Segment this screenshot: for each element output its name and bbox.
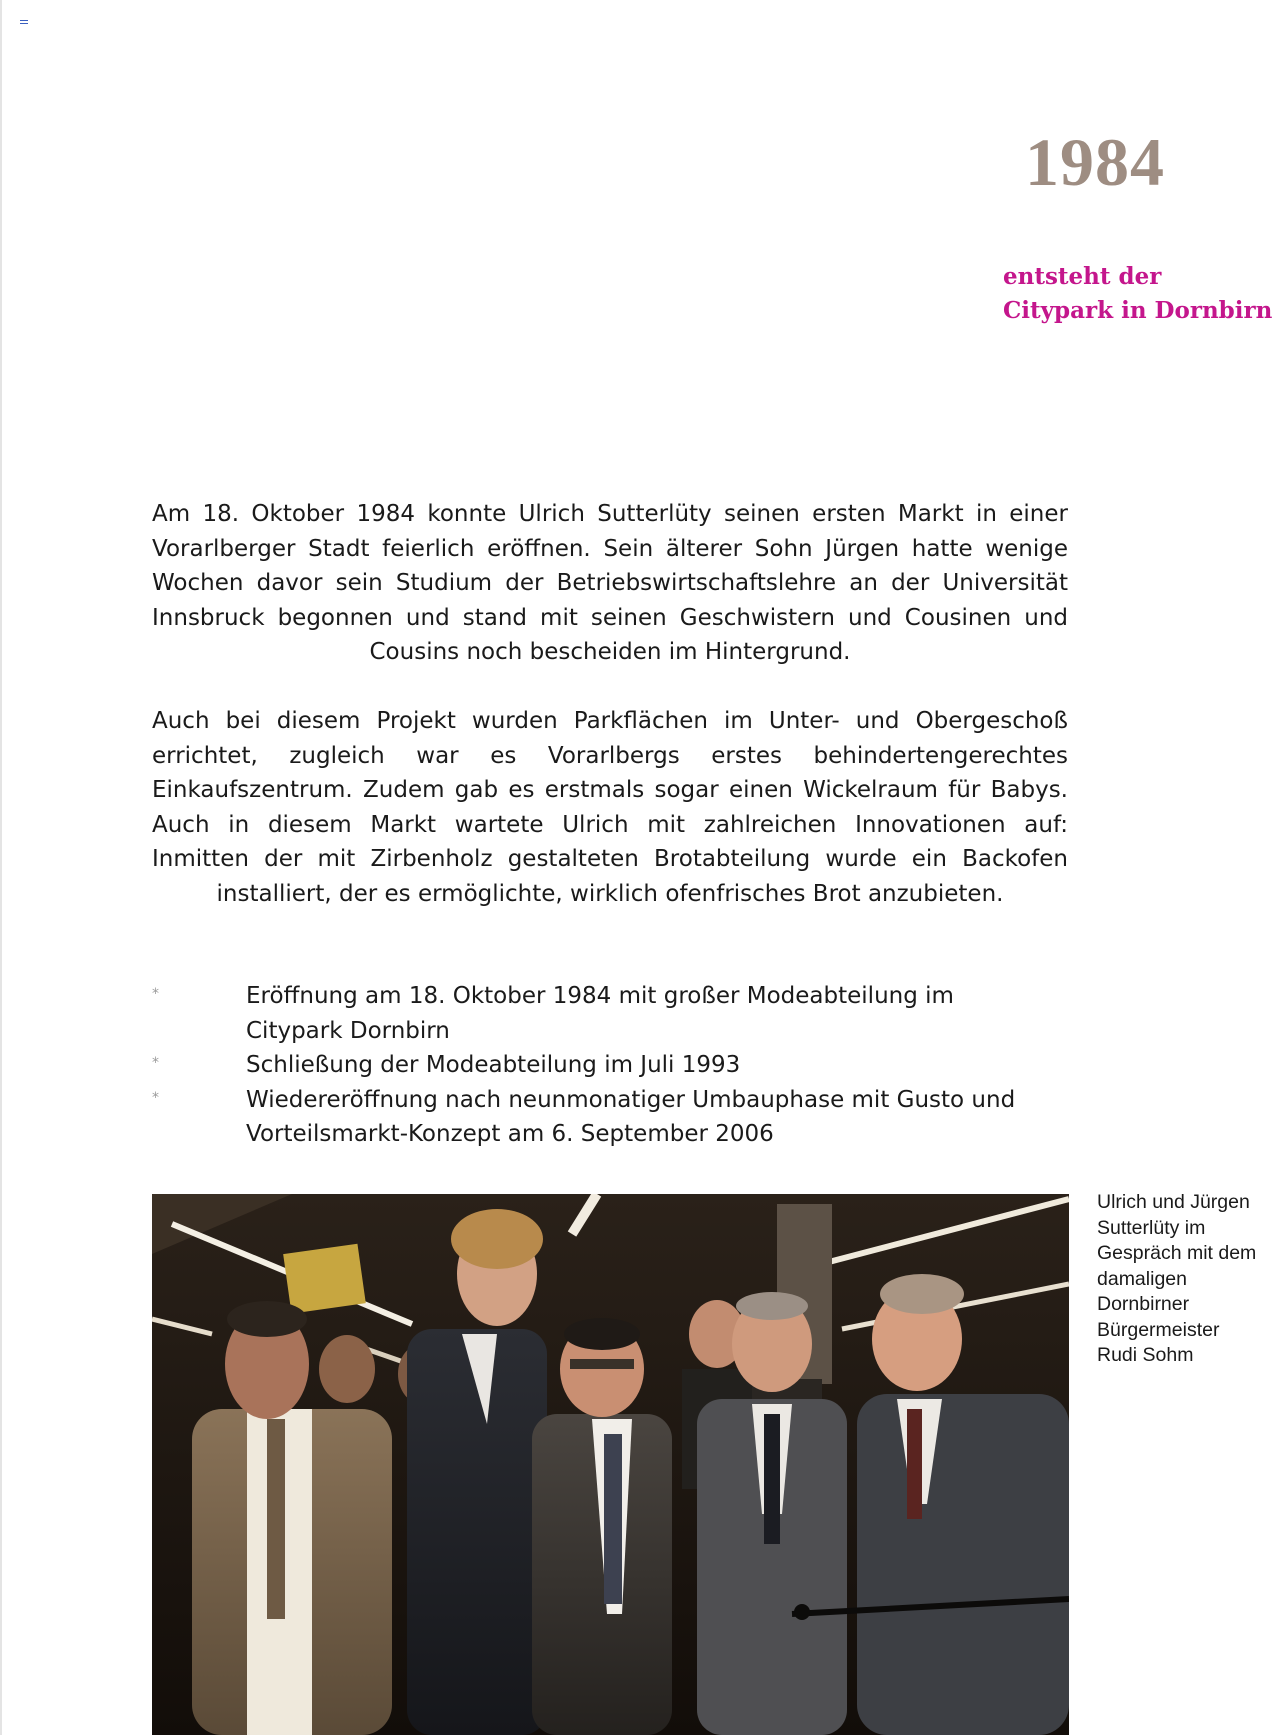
asterisk-icon: * bbox=[152, 1055, 159, 1071]
subtitle-line-1: entsteht der bbox=[1003, 263, 1162, 290]
asterisk-icon: * bbox=[152, 986, 159, 1002]
list-item bbox=[152, 979, 1052, 1048]
page-edge bbox=[0, 0, 2, 1735]
asterisk-icon: * bbox=[152, 1089, 159, 1106]
subtitle-line-2: Citypark in Dornbirn bbox=[1003, 297, 1273, 324]
event-photo bbox=[152, 1194, 1069, 1735]
paragraph-features: Auch bei diesem Projekt wurden Parkflächen im Unter- und Obergeschoß errichtet, zugleich war es Vorarlbergs erstes behindertengerechtes Einkaufszentrum. Zudem gab es erstmals sogar einen Wickelraum für Babys. Auch in diesem Markt wartete Ulrich mit zahlreichen Innovationen auf: Inmitten der mit Zirbenholz gestalteten Brotabteilung wurde ein Backofen installiert, der es ermöglichte, wirklich ofenfrisches Brot anzubieten. bbox=[152, 708, 1068, 907]
caption-line: Bürgermeister bbox=[1097, 1318, 1220, 1341]
list-item bbox=[152, 1048, 1052, 1083]
paragraph-opening: Am 18. Oktober 1984 konnte Ulrich Sutterlüty seinen ersten Markt in einer Vorarlberger Stadt feierlich eröffnen. Sein älterer Sohn Jürgen hatte wenige Wochen davor sein Studium der Betriebswirtschaftslehre an der Universität Innsbruck begonnen und stand mit seinen Geschwistern und Cousinen und Cousins noch bescheiden im Hintergrund. bbox=[152, 501, 1068, 665]
milestone-list bbox=[152, 979, 1052, 1152]
caption-line: Dornbirner bbox=[1097, 1293, 1190, 1315]
list-item-text: Wiedereröffnung nach neunmonatiger Umbauphase mit Gusto und Vorteilsmarkt-Konzept am 6. September 2006 bbox=[246, 1086, 1016, 1147]
list-item-text: Eröffnung am 18. Oktober 1984 mit großer Modeabteilung im Citypark Dornbirn bbox=[246, 983, 954, 1044]
caption-line: Gespräch mit dem bbox=[1097, 1242, 1257, 1264]
caption-line: damaligen bbox=[1097, 1267, 1187, 1290]
photo-caption bbox=[1097, 1190, 1277, 1369]
caption-line: Sutterlüty im bbox=[1097, 1216, 1206, 1239]
menu-icon[interactable] bbox=[20, 20, 28, 26]
list-item bbox=[152, 1083, 1052, 1152]
caption-line: Rudi Sohm bbox=[1097, 1344, 1194, 1366]
subtitle bbox=[1003, 260, 1273, 328]
caption-line: Ulrich und Jürgen bbox=[1097, 1191, 1250, 1213]
year-heading: 1984 bbox=[1025, 124, 1165, 200]
list-item-text: Schließung der Modeabteilung im Juli 1993 bbox=[246, 1052, 741, 1078]
